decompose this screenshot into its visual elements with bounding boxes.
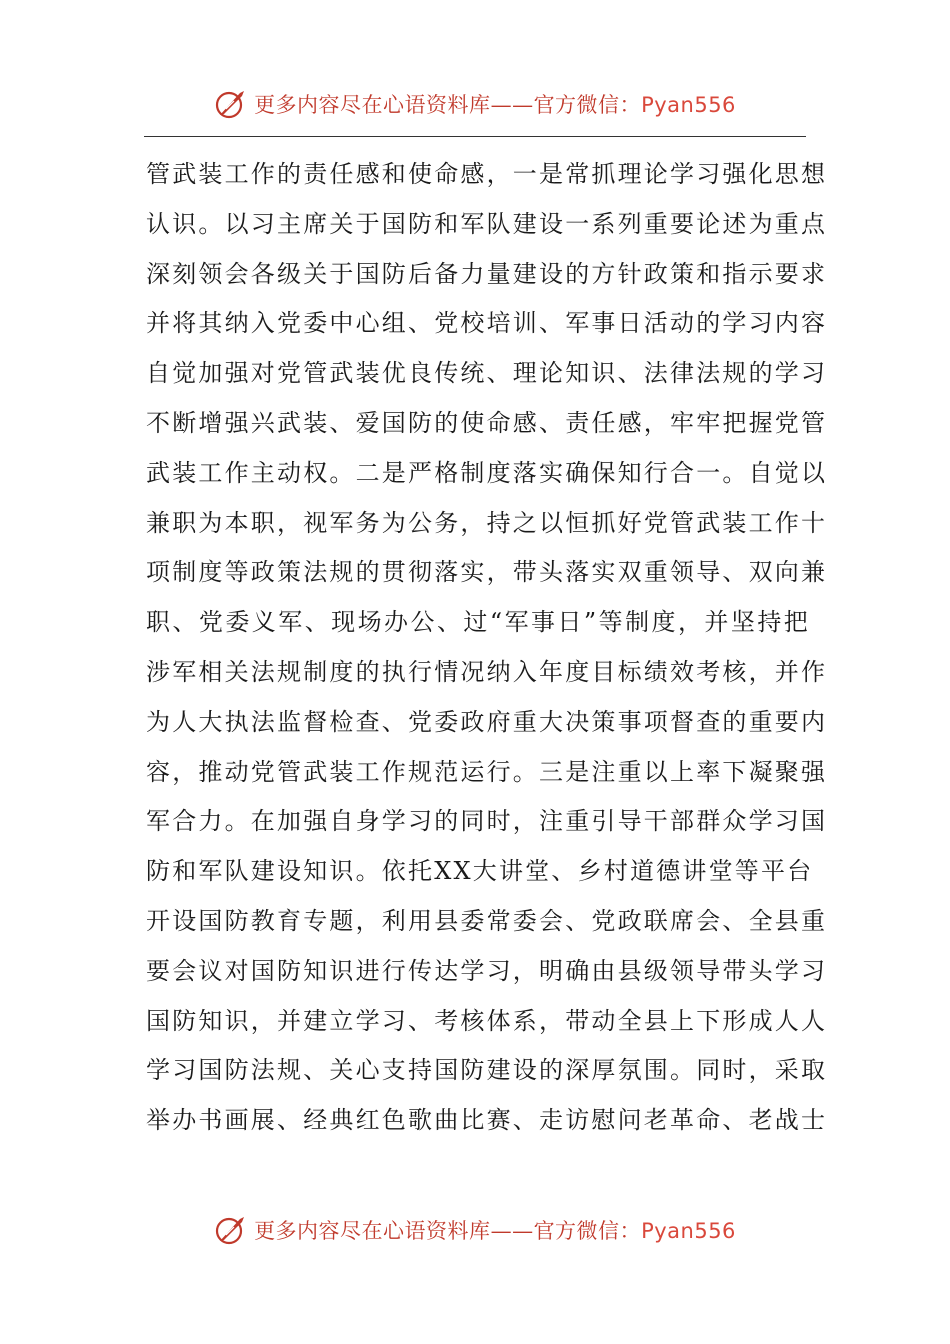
header-dash: —— xyxy=(490,93,534,117)
body-line: 并将其纳入党委中心组、党校培训、军事日活动的学习内容 xyxy=(146,309,828,338)
footer-text xyxy=(254,1215,736,1245)
header-divider xyxy=(144,136,806,137)
body-line: 管武装工作的责任感和使命感，一是常抓理论学习强化思想 xyxy=(146,160,828,188)
body-line: 涉军相关法规制度的执行情况纳入年度目标绩效考核，并作 xyxy=(146,657,828,686)
footer-wechat-label: 官方微信： xyxy=(533,1219,642,1243)
body-line: 军合力。在加强自身学习的同时，注重引导干部群众学习国 xyxy=(146,807,828,836)
body-line: 国防知识，并建立学习、考核体系，带动全县上下形成人人 xyxy=(146,1006,828,1035)
body-line: 自觉加强对党管武装优良传统、理论知识、法律法规的学习 xyxy=(146,359,828,388)
body-line: 认识。以习主席关于国防和军队建设一系列重要论述为重点 xyxy=(146,209,828,238)
header-wechat-id: Pyan556 xyxy=(641,93,736,117)
footer-wechat-id: Pyan556 xyxy=(641,1219,736,1243)
footer-site-text: 更多内容尽在心语资料库 xyxy=(254,1219,491,1243)
body-line: 防和军队建设知识。依托XX大讲堂、乡村道德讲堂等平台 xyxy=(146,857,814,886)
header-wechat-label: 官方微信： xyxy=(533,93,642,117)
body-line: 为人大执法监督检查、党委政府重大决策事项督查的重要内 xyxy=(146,707,828,736)
body-line: 不断增强兴武装、爱国防的使命感、责任感，牢牢把握党管 xyxy=(146,408,828,437)
header-banner xyxy=(0,82,950,126)
header-site-text: 更多内容尽在心语资料库 xyxy=(254,93,491,117)
body-line: 学习国防法规、关心支持国防建设的深厚氛围。同时，采取 xyxy=(146,1056,828,1085)
body-line: 职、党委义军、现场办公、过“军事日”等制度，并坚持把 xyxy=(146,608,810,637)
body-line: 深刻领会各级关于国防后备力量建设的方针政策和指示要求 xyxy=(146,259,828,288)
footer-banner xyxy=(0,1208,950,1252)
quill-pen-circle-icon xyxy=(214,87,248,121)
footer-dash: —— xyxy=(490,1219,534,1243)
body-line: 要会议对国防知识进行传达学习，明确由县级领导带头学习 xyxy=(146,956,828,985)
quill-pen-circle-icon xyxy=(214,1213,248,1247)
body-line: 容，推动党管武装工作规范运行。三是注重以上率下凝聚强 xyxy=(146,757,828,786)
body-line: 武装工作主动权。二是严格制度落实确保知行合一。自觉以 xyxy=(146,458,828,487)
document-body xyxy=(146,150,828,1146)
body-line: 举办书画展、经典红色歌曲比赛、走访慰问老革命、老战士 xyxy=(146,1106,828,1135)
body-line: 开设国防教育专题，利用县委常委会、党政联席会、全县重 xyxy=(146,906,828,935)
body-line: 兼职为本职，视军务为公务，持之以恒抓好党管武装工作十 xyxy=(146,508,828,537)
body-line: 项制度等政策法规的贯彻落实，带头落实双重领导、双向兼 xyxy=(146,558,828,587)
header-text xyxy=(254,89,736,119)
